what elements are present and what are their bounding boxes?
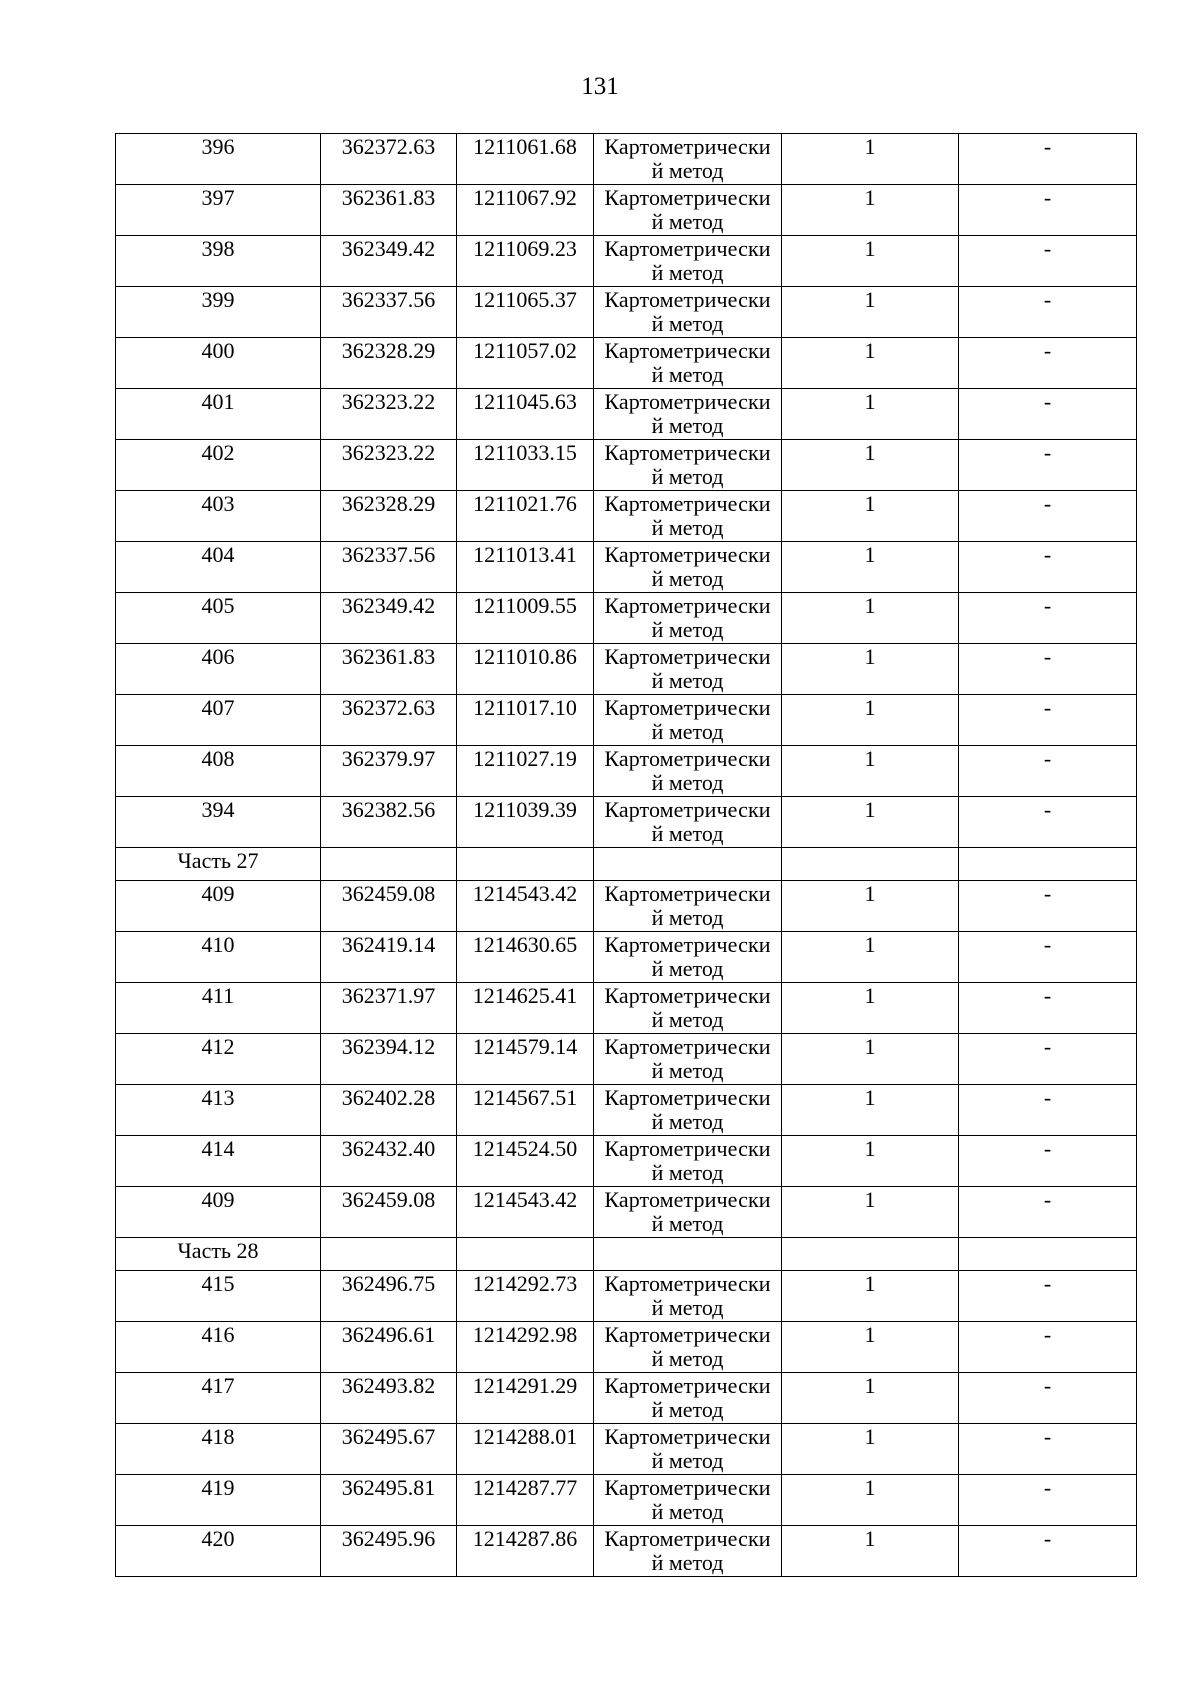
method-text-line-1: Картометрически bbox=[604, 983, 771, 1008]
point-number-cell: 404 bbox=[116, 542, 321, 593]
empty-cell bbox=[457, 848, 594, 881]
method-cell bbox=[594, 1526, 782, 1577]
method-text-line-2: й метод bbox=[651, 413, 724, 438]
accuracy-cell: 1 bbox=[782, 1475, 959, 1526]
point-number-cell: 409 bbox=[116, 1187, 321, 1238]
method-text-line-2: й метод bbox=[651, 1007, 724, 1032]
part-header-row bbox=[116, 1238, 1137, 1271]
method-text-line-1: Картометрически bbox=[604, 1424, 771, 1449]
part-label: Часть 28 bbox=[116, 1238, 321, 1271]
y-coordinate-cell: 1214292.98 bbox=[457, 1322, 594, 1373]
x-coordinate-cell: 362495.96 bbox=[321, 1526, 457, 1577]
table-row bbox=[116, 932, 1137, 983]
method-cell bbox=[594, 1475, 782, 1526]
method-cell bbox=[594, 236, 782, 287]
y-coordinate-cell: 1214579.14 bbox=[457, 1034, 594, 1085]
method-text-line-2: й метод bbox=[651, 260, 724, 285]
y-coordinate-cell: 1211057.02 bbox=[457, 338, 594, 389]
empty-cell bbox=[457, 1238, 594, 1271]
table-row bbox=[116, 1034, 1137, 1085]
method-cell bbox=[594, 932, 782, 983]
method-text-line-1: Картометрически bbox=[604, 134, 771, 159]
y-coordinate-cell: 1211009.55 bbox=[457, 593, 594, 644]
method-text-line-1: Картометрически bbox=[604, 746, 771, 771]
method-text-line-1: Картометрически bbox=[604, 644, 771, 669]
note-cell: - bbox=[959, 644, 1137, 695]
accuracy-cell: 1 bbox=[782, 1373, 959, 1424]
x-coordinate-cell: 362432.40 bbox=[321, 1136, 457, 1187]
accuracy-cell: 1 bbox=[782, 440, 959, 491]
coordinates-table-body bbox=[116, 134, 1137, 1577]
method-cell bbox=[594, 746, 782, 797]
point-number-cell: 411 bbox=[116, 983, 321, 1034]
y-coordinate-cell: 1214291.29 bbox=[457, 1373, 594, 1424]
note-cell: - bbox=[959, 542, 1137, 593]
point-number-cell: 417 bbox=[116, 1373, 321, 1424]
x-coordinate-cell: 362382.56 bbox=[321, 797, 457, 848]
page-number: 131 bbox=[581, 73, 619, 100]
table-row bbox=[116, 338, 1137, 389]
point-number-cell: 410 bbox=[116, 932, 321, 983]
part-header-row bbox=[116, 848, 1137, 881]
point-number-cell: 398 bbox=[116, 236, 321, 287]
x-coordinate-cell: 362361.83 bbox=[321, 185, 457, 236]
method-cell bbox=[594, 338, 782, 389]
accuracy-cell: 1 bbox=[782, 1424, 959, 1475]
y-coordinate-cell: 1211033.15 bbox=[457, 440, 594, 491]
y-coordinate-cell: 1211039.39 bbox=[457, 797, 594, 848]
note-cell: - bbox=[959, 134, 1137, 185]
empty-cell bbox=[959, 1238, 1137, 1271]
method-cell bbox=[594, 593, 782, 644]
accuracy-cell: 1 bbox=[782, 338, 959, 389]
table-row bbox=[116, 389, 1137, 440]
table-row bbox=[116, 983, 1137, 1034]
table-row bbox=[116, 1085, 1137, 1136]
y-coordinate-cell: 1214287.86 bbox=[457, 1526, 594, 1577]
note-cell: - bbox=[959, 440, 1137, 491]
method-text-line-2: й метод bbox=[651, 1346, 724, 1371]
method-text-line-1: Картометрически bbox=[604, 1322, 771, 1347]
note-cell: - bbox=[959, 1424, 1137, 1475]
method-text-line-2: й метод bbox=[651, 209, 724, 234]
method-cell bbox=[594, 440, 782, 491]
point-number-cell: 415 bbox=[116, 1271, 321, 1322]
table-row bbox=[116, 491, 1137, 542]
point-number-cell: 418 bbox=[116, 1424, 321, 1475]
table-row bbox=[116, 746, 1137, 797]
note-cell: - bbox=[959, 1271, 1137, 1322]
empty-cell bbox=[321, 848, 457, 881]
method-text-line-1: Картометрически bbox=[604, 1526, 771, 1551]
table-row bbox=[116, 1136, 1137, 1187]
y-coordinate-cell: 1211017.10 bbox=[457, 695, 594, 746]
note-cell: - bbox=[959, 491, 1137, 542]
y-coordinate-cell: 1214543.42 bbox=[457, 1187, 594, 1238]
method-text-line-2: й метод bbox=[651, 1211, 724, 1236]
point-number-cell: 419 bbox=[116, 1475, 321, 1526]
method-text-line-1: Картометрически bbox=[604, 1136, 771, 1161]
point-number-cell: 406 bbox=[116, 644, 321, 695]
method-text-line-2: й метод bbox=[651, 905, 724, 930]
x-coordinate-cell: 362419.14 bbox=[321, 932, 457, 983]
point-number-cell: 414 bbox=[116, 1136, 321, 1187]
x-coordinate-cell: 362349.42 bbox=[321, 593, 457, 644]
x-coordinate-cell: 362371.97 bbox=[321, 983, 457, 1034]
method-text-line-1: Картометрически bbox=[604, 1034, 771, 1059]
table-row bbox=[116, 593, 1137, 644]
empty-cell bbox=[594, 848, 782, 881]
method-text-line-2: й метод bbox=[651, 362, 724, 387]
x-coordinate-cell: 362328.29 bbox=[321, 491, 457, 542]
empty-cell bbox=[782, 1238, 959, 1271]
method-cell bbox=[594, 491, 782, 542]
accuracy-cell: 1 bbox=[782, 593, 959, 644]
method-text-line-2: й метод bbox=[651, 566, 724, 591]
y-coordinate-cell: 1214625.41 bbox=[457, 983, 594, 1034]
note-cell: - bbox=[959, 389, 1137, 440]
method-cell bbox=[594, 1271, 782, 1322]
point-number-cell: 408 bbox=[116, 746, 321, 797]
method-text-line-2: й метод bbox=[651, 464, 724, 489]
note-cell: - bbox=[959, 287, 1137, 338]
x-coordinate-cell: 362372.63 bbox=[321, 134, 457, 185]
method-cell bbox=[594, 1373, 782, 1424]
note-cell: - bbox=[959, 1085, 1137, 1136]
point-number-cell: 416 bbox=[116, 1322, 321, 1373]
method-text-line-1: Картометрически bbox=[604, 338, 771, 363]
x-coordinate-cell: 362328.29 bbox=[321, 338, 457, 389]
y-coordinate-cell: 1214567.51 bbox=[457, 1085, 594, 1136]
method-cell bbox=[594, 185, 782, 236]
point-number-cell: 403 bbox=[116, 491, 321, 542]
point-number-cell: 394 bbox=[116, 797, 321, 848]
accuracy-cell: 1 bbox=[782, 236, 959, 287]
point-number-cell: 400 bbox=[116, 338, 321, 389]
x-coordinate-cell: 362337.56 bbox=[321, 542, 457, 593]
method-text-line-2: й метод bbox=[651, 1550, 724, 1575]
method-cell bbox=[594, 389, 782, 440]
note-cell: - bbox=[959, 185, 1137, 236]
method-text-line-1: Картометрически bbox=[604, 185, 771, 210]
method-text-line-1: Картометрически bbox=[604, 797, 771, 822]
accuracy-cell: 1 bbox=[782, 1085, 959, 1136]
note-cell: - bbox=[959, 1322, 1137, 1373]
method-cell bbox=[594, 983, 782, 1034]
x-coordinate-cell: 362337.56 bbox=[321, 287, 457, 338]
accuracy-cell: 1 bbox=[782, 491, 959, 542]
point-number-cell: 407 bbox=[116, 695, 321, 746]
method-cell bbox=[594, 881, 782, 932]
accuracy-cell: 1 bbox=[782, 542, 959, 593]
method-text-line-2: й метод bbox=[651, 956, 724, 981]
method-text-line-1: Картометрически bbox=[604, 881, 771, 906]
y-coordinate-cell: 1211067.92 bbox=[457, 185, 594, 236]
x-coordinate-cell: 362323.22 bbox=[321, 440, 457, 491]
empty-cell bbox=[594, 1238, 782, 1271]
x-coordinate-cell: 362496.75 bbox=[321, 1271, 457, 1322]
accuracy-cell: 1 bbox=[782, 1187, 959, 1238]
y-coordinate-cell: 1211061.68 bbox=[457, 134, 594, 185]
note-cell: - bbox=[959, 1034, 1137, 1085]
x-coordinate-cell: 362323.22 bbox=[321, 389, 457, 440]
method-text-line-2: й метод bbox=[651, 515, 724, 540]
y-coordinate-cell: 1214630.65 bbox=[457, 932, 594, 983]
method-text-line-1: Картометрически bbox=[604, 491, 771, 516]
accuracy-cell: 1 bbox=[782, 134, 959, 185]
method-cell bbox=[594, 287, 782, 338]
point-number-cell: 401 bbox=[116, 389, 321, 440]
x-coordinate-cell: 362495.81 bbox=[321, 1475, 457, 1526]
method-text-line-1: Картометрически bbox=[604, 695, 771, 720]
method-text-line-1: Картометрически bbox=[604, 389, 771, 414]
y-coordinate-cell: 1214292.73 bbox=[457, 1271, 594, 1322]
note-cell: - bbox=[959, 236, 1137, 287]
y-coordinate-cell: 1211045.63 bbox=[457, 389, 594, 440]
y-coordinate-cell: 1211013.41 bbox=[457, 542, 594, 593]
accuracy-cell: 1 bbox=[782, 1034, 959, 1085]
accuracy-cell: 1 bbox=[782, 797, 959, 848]
y-coordinate-cell: 1214287.77 bbox=[457, 1475, 594, 1526]
note-cell: - bbox=[959, 1136, 1137, 1187]
y-coordinate-cell: 1211010.86 bbox=[457, 644, 594, 695]
empty-cell bbox=[782, 848, 959, 881]
accuracy-cell: 1 bbox=[782, 389, 959, 440]
method-text-line-1: Картометрически bbox=[604, 287, 771, 312]
table-row bbox=[116, 797, 1137, 848]
method-cell bbox=[594, 1034, 782, 1085]
table-row bbox=[116, 1322, 1137, 1373]
point-number-cell: 402 bbox=[116, 440, 321, 491]
method-text-line-1: Картометрически bbox=[604, 236, 771, 261]
table-row bbox=[116, 1373, 1137, 1424]
method-text-line-2: й метод bbox=[651, 770, 724, 795]
note-cell: - bbox=[959, 746, 1137, 797]
method-cell bbox=[594, 1322, 782, 1373]
method-cell bbox=[594, 644, 782, 695]
x-coordinate-cell: 362372.63 bbox=[321, 695, 457, 746]
empty-cell bbox=[321, 1238, 457, 1271]
table-row bbox=[116, 542, 1137, 593]
x-coordinate-cell: 362349.42 bbox=[321, 236, 457, 287]
x-coordinate-cell: 362402.28 bbox=[321, 1085, 457, 1136]
x-coordinate-cell: 362459.08 bbox=[321, 881, 457, 932]
table-row bbox=[116, 695, 1137, 746]
method-text-line-2: й метод bbox=[651, 1448, 724, 1473]
point-number-cell: 397 bbox=[116, 185, 321, 236]
note-cell: - bbox=[959, 1373, 1137, 1424]
method-text-line-1: Картометрически bbox=[604, 440, 771, 465]
method-text-line-2: й метод bbox=[651, 1058, 724, 1083]
table-row bbox=[116, 185, 1137, 236]
method-text-line-1: Картометрически bbox=[604, 542, 771, 567]
y-coordinate-cell: 1214524.50 bbox=[457, 1136, 594, 1187]
table-row bbox=[116, 644, 1137, 695]
method-text-line-2: й метод bbox=[651, 1295, 724, 1320]
point-number-cell: 413 bbox=[116, 1085, 321, 1136]
method-text-line-2: й метод bbox=[651, 158, 724, 183]
part-label: Часть 27 bbox=[116, 848, 321, 881]
table-row bbox=[116, 1187, 1137, 1238]
method-text-line-2: й метод bbox=[651, 1160, 724, 1185]
table-row bbox=[116, 287, 1137, 338]
method-cell bbox=[594, 1136, 782, 1187]
method-cell bbox=[594, 1085, 782, 1136]
accuracy-cell: 1 bbox=[782, 287, 959, 338]
y-coordinate-cell: 1214543.42 bbox=[457, 881, 594, 932]
accuracy-cell: 1 bbox=[782, 1322, 959, 1373]
method-cell bbox=[594, 797, 782, 848]
accuracy-cell: 1 bbox=[782, 746, 959, 797]
note-cell: - bbox=[959, 797, 1137, 848]
accuracy-cell: 1 bbox=[782, 983, 959, 1034]
coordinates-table bbox=[115, 133, 1137, 1577]
note-cell: - bbox=[959, 338, 1137, 389]
x-coordinate-cell: 362496.61 bbox=[321, 1322, 457, 1373]
point-number-cell: 399 bbox=[116, 287, 321, 338]
method-text-line-2: й метод bbox=[651, 1109, 724, 1134]
y-coordinate-cell: 1211069.23 bbox=[457, 236, 594, 287]
method-cell bbox=[594, 542, 782, 593]
table-row bbox=[116, 236, 1137, 287]
method-text-line-2: й метод bbox=[651, 617, 724, 642]
note-cell: - bbox=[959, 593, 1137, 644]
table-row bbox=[116, 1271, 1137, 1322]
table-row bbox=[116, 134, 1137, 185]
method-cell bbox=[594, 134, 782, 185]
method-text-line-2: й метод bbox=[651, 1499, 724, 1524]
accuracy-cell: 1 bbox=[782, 1526, 959, 1577]
accuracy-cell: 1 bbox=[782, 695, 959, 746]
y-coordinate-cell: 1211065.37 bbox=[457, 287, 594, 338]
method-text-line-1: Картометрически bbox=[604, 1475, 771, 1500]
accuracy-cell: 1 bbox=[782, 644, 959, 695]
x-coordinate-cell: 362493.82 bbox=[321, 1373, 457, 1424]
accuracy-cell: 1 bbox=[782, 1271, 959, 1322]
note-cell: - bbox=[959, 881, 1137, 932]
point-number-cell: 396 bbox=[116, 134, 321, 185]
table-row bbox=[116, 1424, 1137, 1475]
note-cell: - bbox=[959, 932, 1137, 983]
point-number-cell: 420 bbox=[116, 1526, 321, 1577]
x-coordinate-cell: 362495.67 bbox=[321, 1424, 457, 1475]
method-text-line-1: Картометрически bbox=[604, 1085, 771, 1110]
method-cell bbox=[594, 695, 782, 746]
table-row bbox=[116, 1526, 1137, 1577]
note-cell: - bbox=[959, 1187, 1137, 1238]
method-text-line-1: Картометрически bbox=[604, 593, 771, 618]
method-text-line-2: й метод bbox=[651, 1397, 724, 1422]
accuracy-cell: 1 bbox=[782, 185, 959, 236]
note-cell: - bbox=[959, 1475, 1137, 1526]
x-coordinate-cell: 362394.12 bbox=[321, 1034, 457, 1085]
accuracy-cell: 1 bbox=[782, 932, 959, 983]
point-number-cell: 405 bbox=[116, 593, 321, 644]
accuracy-cell: 1 bbox=[782, 1136, 959, 1187]
method-text-line-1: Картометрически bbox=[604, 1373, 771, 1398]
x-coordinate-cell: 362379.97 bbox=[321, 746, 457, 797]
y-coordinate-cell: 1211027.19 bbox=[457, 746, 594, 797]
y-coordinate-cell: 1211021.76 bbox=[457, 491, 594, 542]
note-cell: - bbox=[959, 1526, 1137, 1577]
point-number-cell: 409 bbox=[116, 881, 321, 932]
method-text-line-1: Картометрически bbox=[604, 1271, 771, 1296]
x-coordinate-cell: 362459.08 bbox=[321, 1187, 457, 1238]
table-row bbox=[116, 1475, 1137, 1526]
accuracy-cell: 1 bbox=[782, 881, 959, 932]
method-cell bbox=[594, 1187, 782, 1238]
point-number-cell: 412 bbox=[116, 1034, 321, 1085]
method-text-line-2: й метод bbox=[651, 311, 724, 336]
table-row bbox=[116, 440, 1137, 491]
method-text-line-2: й метод bbox=[651, 668, 724, 693]
table-row bbox=[116, 881, 1137, 932]
method-cell bbox=[594, 1424, 782, 1475]
method-text-line-2: й метод bbox=[651, 719, 724, 744]
method-text-line-1: Картометрически bbox=[604, 1187, 771, 1212]
method-text-line-2: й метод bbox=[651, 821, 724, 846]
note-cell: - bbox=[959, 983, 1137, 1034]
method-text-line-1: Картометрически bbox=[604, 932, 771, 957]
note-cell: - bbox=[959, 695, 1137, 746]
y-coordinate-cell: 1214288.01 bbox=[457, 1424, 594, 1475]
x-coordinate-cell: 362361.83 bbox=[321, 644, 457, 695]
empty-cell bbox=[959, 848, 1137, 881]
